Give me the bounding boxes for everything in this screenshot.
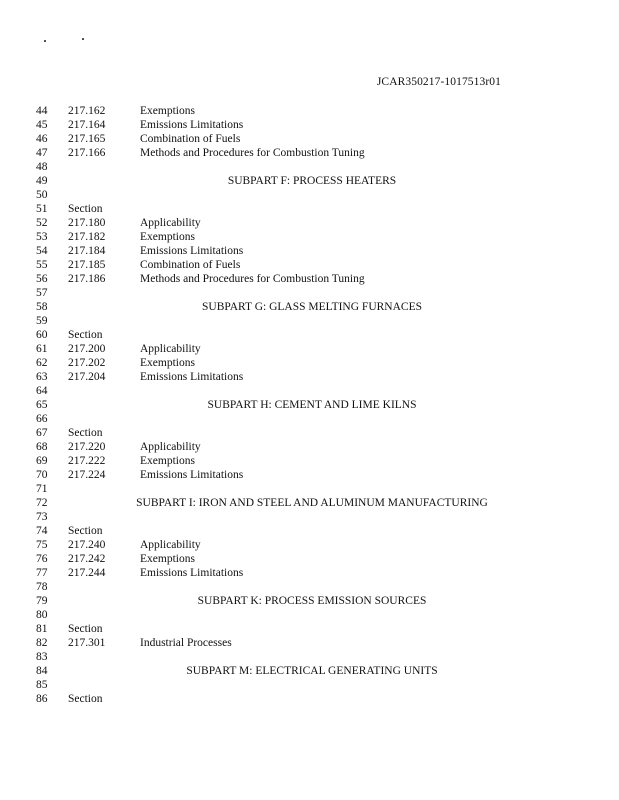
subpart-heading: SUBPART I: IRON AND STEEL AND ALUMINUM MANUFACTURING xyxy=(136,497,488,509)
section-number: 217.180 xyxy=(68,217,106,229)
document-line xyxy=(36,496,576,510)
line-number: 84 xyxy=(36,665,48,677)
line-number: 59 xyxy=(36,315,48,327)
document-line xyxy=(36,482,576,496)
line-number: 62 xyxy=(36,357,48,369)
section-title: Exemptions xyxy=(140,105,195,117)
section-number: 217.204 xyxy=(68,371,106,383)
document-line xyxy=(36,230,576,244)
section-title: Exemptions xyxy=(140,455,195,467)
section-number: 217.240 xyxy=(68,539,106,551)
line-number: 86 xyxy=(36,693,48,705)
section-column-heading: Section xyxy=(68,203,103,215)
section-title: Exemptions xyxy=(140,553,195,565)
document-line xyxy=(36,454,576,468)
line-number: 72 xyxy=(36,497,48,509)
document-line xyxy=(36,636,576,650)
line-number: 54 xyxy=(36,245,48,257)
line-number: 68 xyxy=(36,441,48,453)
section-number: 217.242 xyxy=(68,553,106,565)
document-line xyxy=(36,202,576,216)
line-number: 45 xyxy=(36,119,48,131)
document-line xyxy=(36,314,576,328)
line-number: 64 xyxy=(36,385,48,397)
line-number: 47 xyxy=(36,147,48,159)
document-line xyxy=(36,384,576,398)
section-title: Industrial Processes xyxy=(140,637,232,649)
section-title: Emissions Limitations xyxy=(140,119,244,131)
line-number: 82 xyxy=(36,637,48,649)
section-title: Exemptions xyxy=(140,357,195,369)
document-line xyxy=(36,692,576,706)
document-line xyxy=(36,118,576,132)
document-line xyxy=(36,216,576,230)
document-line xyxy=(36,342,576,356)
line-number: 73 xyxy=(36,511,48,523)
document-line xyxy=(36,412,576,426)
document-line xyxy=(36,580,576,594)
document-line xyxy=(36,258,576,272)
section-title: Applicability xyxy=(140,217,201,229)
line-number: 60 xyxy=(36,329,48,341)
document-line xyxy=(36,300,576,314)
line-number: 51 xyxy=(36,203,48,215)
section-title: Exemptions xyxy=(140,231,195,243)
section-column-heading: Section xyxy=(68,427,103,439)
line-number: 65 xyxy=(36,399,48,411)
section-title: Emissions Limitations xyxy=(140,469,244,481)
document-line xyxy=(36,188,576,202)
document-line xyxy=(36,426,576,440)
section-number: 217.220 xyxy=(68,441,106,453)
line-number: 85 xyxy=(36,679,48,691)
line-number: 77 xyxy=(36,567,48,579)
section-number: 217.301 xyxy=(68,637,106,649)
section-title: Emissions Limitations xyxy=(140,371,244,383)
section-number: 217.182 xyxy=(68,231,106,243)
document-id-header: JCAR350217-1017513r01 xyxy=(376,76,501,88)
line-number: 50 xyxy=(36,189,48,201)
document-line xyxy=(36,440,576,454)
line-number: 79 xyxy=(36,595,48,607)
section-number: 217.164 xyxy=(68,119,106,131)
section-number: 217.184 xyxy=(68,245,106,257)
line-number: 57 xyxy=(36,287,48,299)
line-number: 69 xyxy=(36,455,48,467)
line-number: 61 xyxy=(36,343,48,355)
section-column-heading: Section xyxy=(68,623,103,635)
section-number: 217.244 xyxy=(68,567,106,579)
section-title: Methods and Procedures for Combustion Tuning xyxy=(140,273,365,285)
line-number: 81 xyxy=(36,623,48,635)
section-title: Combination of Fuels xyxy=(140,259,241,271)
document-line xyxy=(36,272,576,286)
line-number: 56 xyxy=(36,273,48,285)
section-title: Applicability xyxy=(140,441,201,453)
subpart-heading: SUBPART G: GLASS MELTING FURNACES xyxy=(202,301,422,313)
document-line xyxy=(36,664,576,678)
line-number: 58 xyxy=(36,301,48,313)
section-number: 217.224 xyxy=(68,469,106,481)
document-line xyxy=(36,678,576,692)
document-line xyxy=(36,594,576,608)
line-number: 80 xyxy=(36,609,48,621)
section-number: 217.166 xyxy=(68,147,106,159)
line-number: 67 xyxy=(36,427,48,439)
subpart-heading: SUBPART M: ELECTRICAL GENERATING UNITS xyxy=(186,665,438,677)
line-number: 46 xyxy=(36,133,48,145)
document-line xyxy=(36,104,576,118)
document-body xyxy=(36,104,576,706)
section-title: Applicability xyxy=(140,343,201,355)
section-number: 217.165 xyxy=(68,133,106,145)
subpart-heading: SUBPART H: CEMENT AND LIME KILNS xyxy=(207,399,417,411)
line-number: 52 xyxy=(36,217,48,229)
line-number: 83 xyxy=(36,651,48,663)
line-number: 75 xyxy=(36,539,48,551)
section-title: Emissions Limitations xyxy=(140,567,244,579)
document-line xyxy=(36,524,576,538)
line-number: 63 xyxy=(36,371,48,383)
line-number: 78 xyxy=(36,581,48,593)
document-line xyxy=(36,622,576,636)
line-number: 55 xyxy=(36,259,48,271)
line-number: 76 xyxy=(36,553,48,565)
document-line xyxy=(36,538,576,552)
document-line xyxy=(36,356,576,370)
section-number: 217.222 xyxy=(68,455,106,467)
document-line xyxy=(36,510,576,524)
line-number: 49 xyxy=(36,175,48,187)
section-number: 217.185 xyxy=(68,259,106,271)
document-line xyxy=(36,552,576,566)
line-number: 53 xyxy=(36,231,48,243)
section-number: 217.200 xyxy=(68,343,106,355)
document-line xyxy=(36,132,576,146)
document-line xyxy=(36,370,576,384)
document-line xyxy=(36,468,576,482)
section-title: Applicability xyxy=(140,539,201,551)
line-number: 44 xyxy=(36,105,48,117)
document-line xyxy=(36,160,576,174)
line-number: 66 xyxy=(36,413,48,425)
subpart-heading: SUBPART F: PROCESS HEATERS xyxy=(227,175,397,187)
section-column-heading: Section xyxy=(68,693,103,705)
section-title: Methods and Procedures for Combustion Tuning xyxy=(140,147,365,159)
line-number: 71 xyxy=(36,483,48,495)
section-number: 217.186 xyxy=(68,273,106,285)
document-line xyxy=(36,398,576,412)
line-number: 70 xyxy=(36,469,48,481)
section-number: 217.202 xyxy=(68,357,106,369)
document-line xyxy=(36,146,576,160)
document-line xyxy=(36,566,576,580)
line-number: 48 xyxy=(36,161,48,173)
section-title: Emissions Limitations xyxy=(140,245,244,257)
section-column-heading: Section xyxy=(68,329,103,341)
section-column-heading: Section xyxy=(68,525,103,537)
document-line xyxy=(36,328,576,342)
document-line xyxy=(36,608,576,622)
document-line xyxy=(36,244,576,258)
line-number: 74 xyxy=(36,525,48,537)
document-line xyxy=(36,286,576,300)
section-title: Combination of Fuels xyxy=(140,133,241,145)
scan-artifact-dots xyxy=(40,36,100,46)
document-line xyxy=(36,174,576,188)
document-line xyxy=(36,650,576,664)
section-number: 217.162 xyxy=(68,105,106,117)
subpart-heading: SUBPART K: PROCESS EMISSION SOURCES xyxy=(197,595,427,607)
